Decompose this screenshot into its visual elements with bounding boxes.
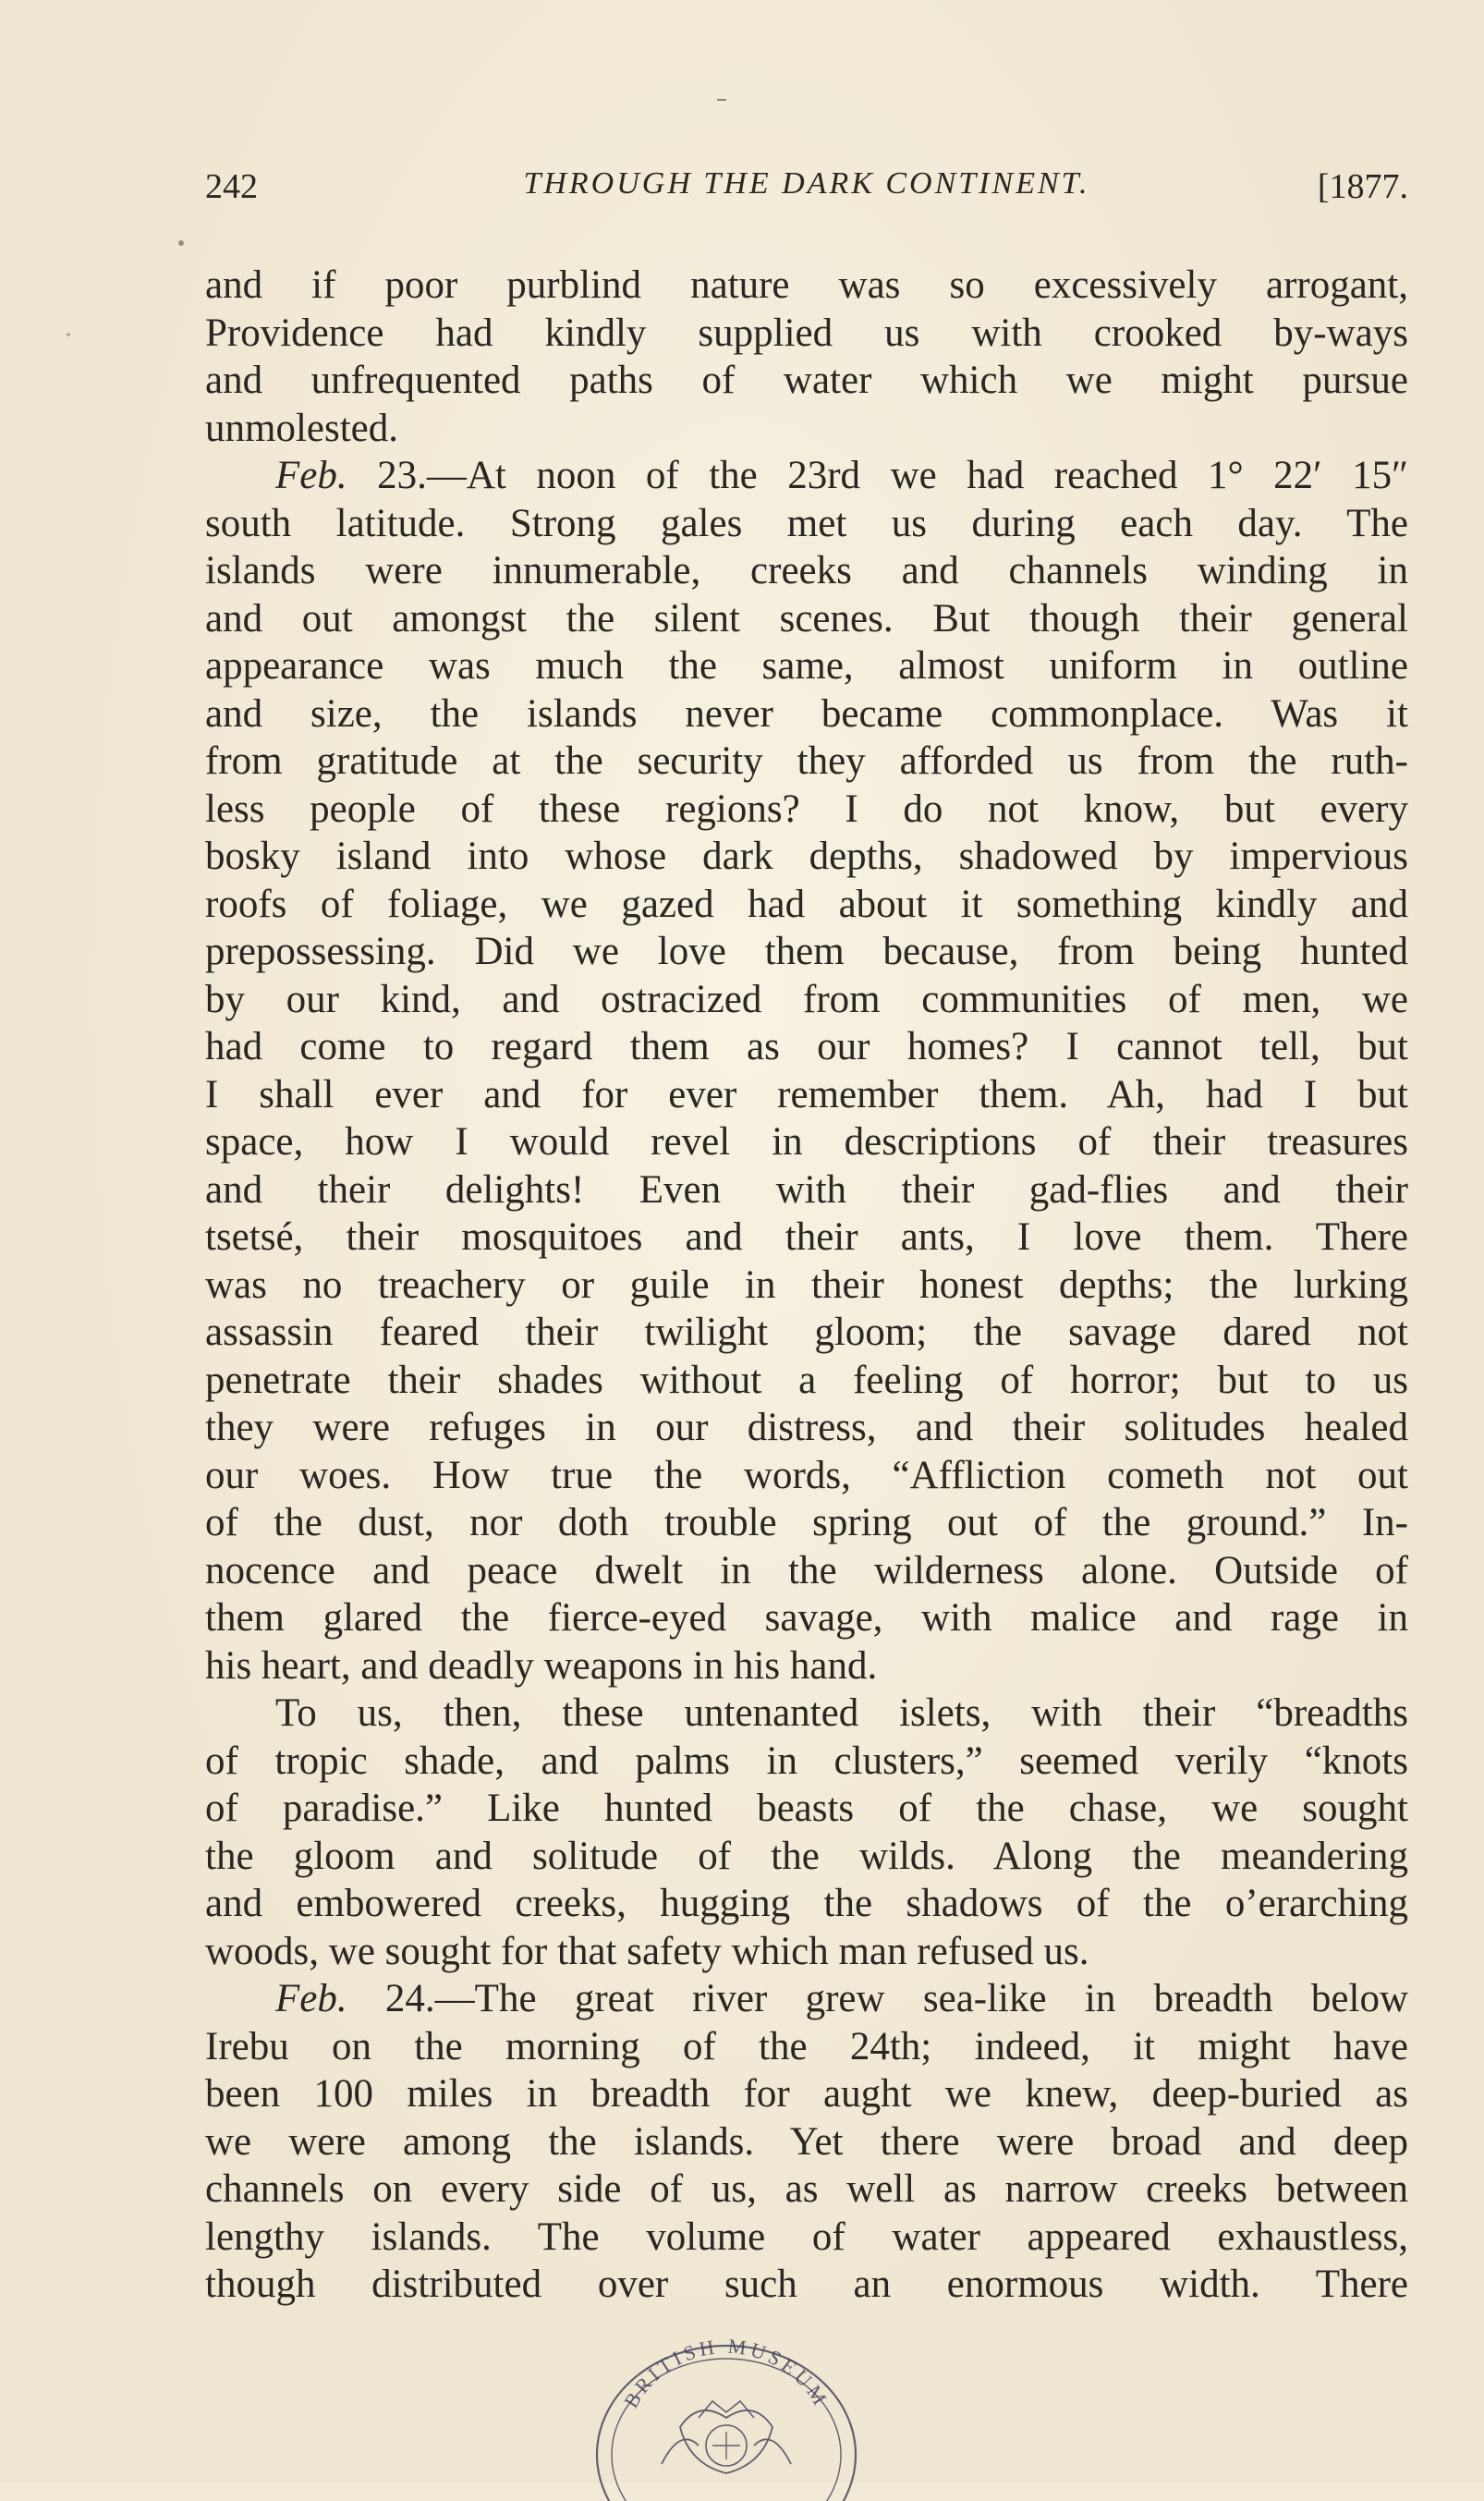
- text-line: [205, 310, 1408, 358]
- stamp-text: BRITISH MUSEUM: [619, 2334, 833, 2412]
- line-text: channels on every side of us, as well as narrow creeks between: [205, 2167, 1408, 2211]
- line-text: our woes. How true the words, “Affliction cometh not out: [205, 1453, 1408, 1497]
- running-title: THROUGH THE DARK CONTINENT.: [523, 166, 1090, 201]
- line-text: and size, the islands never became commonplace. Was it: [205, 691, 1408, 736]
- line-text: and unfrequented paths of water which we might pursue: [205, 359, 1408, 402]
- line-text: of tropic shade, and palms in clusters,” seemed verily “knots: [205, 1738, 1408, 1783]
- body-text: [205, 262, 1408, 2309]
- text-line: [205, 405, 1408, 453]
- line-text: they were refuges in our distress, and their solitudes healed: [205, 1406, 1408, 1449]
- text-line: [205, 1118, 1408, 1166]
- text-line: [205, 2261, 1408, 2309]
- line-text: prepossessing. Did we love them because, from being hunted: [205, 930, 1408, 973]
- library-stamp: [588, 2316, 865, 2501]
- line-text: and embowered creeks, hugging the shadows of the o’erarching: [205, 1882, 1408, 1925]
- text-line: [205, 1880, 1408, 1928]
- text-line: [205, 2023, 1408, 2071]
- line-text: Irebu on the morning of the 24th; indeed, it might have: [205, 2024, 1408, 2068]
- line-text: 23.—At noon of the 23rd we had reached 1° 22′ 15″: [347, 454, 1408, 497]
- line-text: islands were innumerable, creeks and channels winding in: [205, 549, 1408, 592]
- line-text: I shall ever and for ever remember them. Ah, had I but: [205, 1072, 1408, 1116]
- text-line: [205, 1166, 1408, 1214]
- line-text: appearance was much the same, almost uniform in outline: [205, 644, 1408, 688]
- text-line: [205, 1404, 1408, 1452]
- line-text: assassin feared their twilight gloom; the savage dared not: [205, 1311, 1408, 1354]
- line-text: penetrate their shades without a feeling of horror; but to us: [205, 1358, 1408, 1402]
- text-line: [205, 976, 1408, 1024]
- page-header: [205, 166, 1408, 218]
- text-line: [205, 690, 1408, 738]
- line-text: from gratitude at the security they afforded us from the ruth-: [205, 739, 1408, 783]
- line-text: lengthy islands. The volume of water appeared exhaustless,: [205, 2214, 1408, 2259]
- text-line: [205, 1214, 1408, 1262]
- text-line: [205, 1357, 1408, 1405]
- text-line: [205, 1738, 1408, 1786]
- entry-date: Feb.: [275, 1977, 347, 2020]
- line-text: woods, we sought for that safety which man refused us.: [205, 1929, 1089, 1973]
- line-text: of the dust, nor doth trouble spring out of the ground.” In-: [205, 1501, 1408, 1544]
- text-line: [205, 1547, 1408, 1595]
- line-text: of paradise.” Like hunted beasts of the chase, we sought: [205, 1787, 1408, 1830]
- text-line: [205, 1975, 1408, 2023]
- text-line: [205, 2070, 1408, 2118]
- line-text: had come to regard them as our homes? I cannot tell, but: [205, 1025, 1408, 1068]
- text-line: [205, 500, 1408, 548]
- text-line: [205, 1499, 1408, 1547]
- line-text: and out amongst the silent scenes. But though their general: [205, 596, 1408, 640]
- text-line: [205, 1594, 1408, 1642]
- text-line: [205, 2214, 1408, 2262]
- print-speck: [178, 240, 184, 246]
- line-text: bosky island into whose dark depths, shadowed by impervious: [205, 835, 1408, 878]
- text-line: [205, 1690, 1408, 1738]
- text-line: [205, 1928, 1408, 1976]
- line-text: less people of these regions? I do not know, but every: [205, 787, 1408, 831]
- line-text: was no treachery or guile in their honest depths; the lurking: [205, 1263, 1408, 1307]
- text-line: [205, 642, 1408, 690]
- text-line: [205, 2166, 1408, 2214]
- svg-text:BRITISH MUSEUM: [619, 2335, 833, 2412]
- line-text: nocence and peace dwelt in the wilderness alone. Outside of: [205, 1548, 1408, 1592]
- text-line: [205, 357, 1408, 405]
- line-text: and if poor purblind nature was so excessively arrogant,: [205, 263, 1408, 307]
- text-line: [205, 1785, 1408, 1833]
- line-text: 24.—The great river grew sea-like in breadth below: [347, 1977, 1408, 2020]
- text-line: [205, 1023, 1408, 1071]
- line-text: unmolested.: [205, 406, 398, 450]
- text-line: [205, 1642, 1408, 1690]
- print-speck: [67, 333, 70, 336]
- entry-date: Feb.: [275, 454, 347, 497]
- text-line: [205, 881, 1408, 929]
- line-text: the gloom and solitude of the wilds. Along the meandering: [205, 1834, 1408, 1878]
- line-text: south latitude. Strong gales met us during each day. The: [205, 501, 1408, 545]
- print-mark: [717, 99, 726, 101]
- text-line: [205, 2118, 1408, 2166]
- text-line: [205, 452, 1408, 500]
- text-line: [205, 547, 1408, 595]
- line-text: them glared the fierce-eyed savage, with malice and rage in: [205, 1596, 1408, 1640]
- text-line: [205, 1833, 1408, 1881]
- line-text: Providence had kindly supplied us with crooked by-ways: [205, 311, 1408, 355]
- text-line: [205, 738, 1408, 786]
- text-line: [205, 1452, 1408, 1500]
- text-line: [205, 262, 1408, 310]
- text-line: [205, 1071, 1408, 1119]
- line-text: To us, then, these untenanted islets, with their “breadths: [275, 1691, 1408, 1735]
- line-text: by our kind, and ostracized from communities of men, we: [205, 977, 1408, 1021]
- text-line: [205, 595, 1408, 643]
- line-text: been 100 miles in breadth for aught we knew, deep-buried as: [205, 2072, 1408, 2116]
- text-line: [205, 1309, 1408, 1357]
- line-text: roofs of foliage, we gazed had about it something kindly and: [205, 882, 1408, 926]
- header-year: [1877.: [1317, 167, 1408, 206]
- line-text: though distributed over such an enormous width. There: [205, 2263, 1408, 2306]
- line-text: space, how I would revel in descriptions of their treasures: [205, 1120, 1408, 1164]
- line-text: and their delights! Even with their gad-flies and their: [205, 1167, 1408, 1212]
- line-text: tsetsé, their mosquitoes and their ants, I love them. There: [205, 1215, 1408, 1259]
- line-text: his heart, and deadly weapons in his hand.: [205, 1643, 878, 1688]
- line-text: we were among the islands. Yet there were broad and deep: [205, 2119, 1408, 2164]
- text-line: [205, 786, 1408, 834]
- page-number: 242: [205, 167, 258, 206]
- text-line: [205, 833, 1408, 881]
- text-line: [205, 928, 1408, 976]
- text-line: [205, 1262, 1408, 1310]
